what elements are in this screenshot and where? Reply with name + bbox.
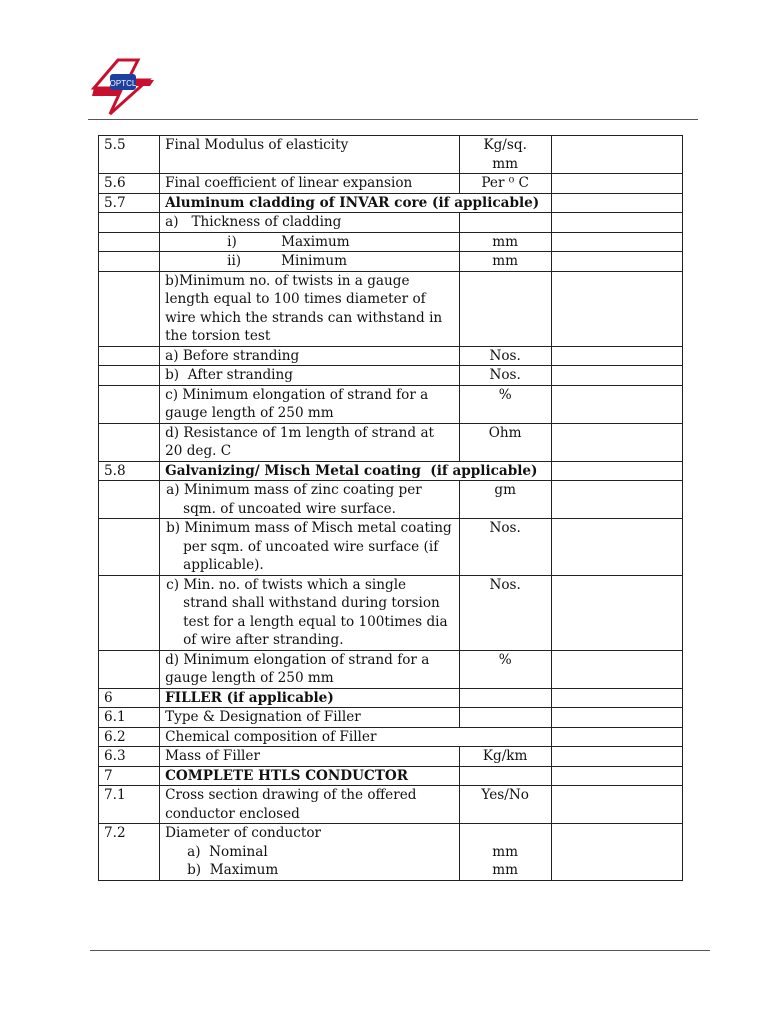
table-row (99, 193, 683, 213)
item-unit (459, 271, 551, 346)
table-row (99, 519, 683, 576)
table-row (99, 271, 683, 346)
item-value (551, 174, 682, 194)
item-unit (459, 688, 551, 708)
item-unit (459, 213, 551, 233)
item-value (551, 136, 682, 174)
section-heading: COMPLETE HTLS CONDUCTOR (160, 766, 460, 786)
item-unit: Kg/sq. mm (459, 136, 551, 174)
item-unit: % (459, 385, 551, 423)
item-description: d) Minimum elongation of strand for a gauge length of 250 mm (160, 650, 460, 688)
item-description: a) Before stranding (160, 346, 460, 366)
item-number: 7 (99, 766, 160, 786)
sub-item-label: Maximum (281, 233, 350, 250)
item-description (160, 824, 460, 881)
section-heading: FILLER (if applicable) (160, 688, 460, 708)
optcl-logo (88, 58, 158, 116)
table-row (99, 824, 683, 881)
table-row (99, 481, 683, 519)
item-unit: Nos. (459, 346, 551, 366)
table-row (99, 136, 683, 174)
item-value (551, 575, 682, 650)
item-number (99, 213, 160, 233)
item-number (99, 519, 160, 576)
item-description: Final coefficient of linear expansion (160, 174, 460, 194)
item-value (551, 461, 682, 481)
item-description: d) Resistance of 1m length of strand at 20 deg. C (160, 423, 460, 461)
item-number: 6 (99, 688, 160, 708)
item-number (99, 650, 160, 688)
table-row (99, 232, 683, 252)
table-row (99, 346, 683, 366)
item-number: 5.8 (99, 461, 160, 481)
item-value (551, 824, 682, 881)
item-unit: Nos. (459, 575, 551, 650)
item-unit: Kg/km (459, 747, 551, 767)
item-number: 7.1 (99, 786, 160, 824)
item-value (551, 747, 682, 767)
sub-item-nominal: a) Nominal (187, 843, 268, 860)
item-unit: % (459, 650, 551, 688)
table-row (99, 174, 683, 194)
item-number (99, 423, 160, 461)
table-row (99, 727, 683, 747)
item-unit: gm (459, 481, 551, 519)
footer-rule (90, 950, 710, 951)
item-description: b) Minimum mass of Misch metal coating per sqm. of uncoated wire surface (if applicable). (160, 519, 460, 576)
item-description (160, 252, 460, 272)
item-unit: mm (459, 232, 551, 252)
item-value (551, 271, 682, 346)
item-unit: Ohm (459, 423, 551, 461)
table-row (99, 423, 683, 461)
item-value (551, 213, 682, 233)
item-number (99, 346, 160, 366)
table-row (99, 786, 683, 824)
table-row (99, 708, 683, 728)
item-unit: Nos. (459, 519, 551, 576)
item-unit (459, 766, 551, 786)
item-unit: Nos. (459, 366, 551, 386)
table-row (99, 461, 683, 481)
item-number: 6.3 (99, 747, 160, 767)
item-description: Type & Designation of Filler (160, 708, 460, 728)
item-value (551, 519, 682, 576)
item-value (551, 727, 682, 747)
table-row (99, 747, 683, 767)
item-number (99, 481, 160, 519)
section-heading: Aluminum cladding of INVAR core (if applicable) (160, 193, 552, 213)
table-row (99, 766, 683, 786)
item-value (551, 650, 682, 688)
item-value (551, 385, 682, 423)
item-description (160, 232, 460, 252)
unit-maximum: mm (492, 862, 519, 878)
item-number (99, 252, 160, 272)
sub-item-maximum: b) Maximum (187, 862, 279, 878)
item-value (551, 708, 682, 728)
item-number (99, 271, 160, 346)
item-label: Diameter of conductor (165, 825, 322, 841)
item-number: 5.5 (99, 136, 160, 174)
item-description: c) Minimum elongation of strand for a gauge length of 250 mm (160, 385, 460, 423)
unit-nominal: mm (492, 843, 519, 860)
item-description: a) Thickness of cladding (160, 213, 460, 233)
item-description: b) After stranding (160, 366, 460, 386)
item-value (551, 688, 682, 708)
item-value (551, 193, 682, 213)
item-value (551, 481, 682, 519)
item-value (551, 766, 682, 786)
item-unit (459, 824, 551, 881)
item-description: c) Min. no. of twists which a single strand shall withstand during torsion test for a length equal to 100times dia of wire after stranding. (160, 575, 460, 650)
item-description: Cross section drawing of the offered conductor enclosed (160, 786, 460, 824)
item-value (551, 786, 682, 824)
item-description: a) Minimum mass of zinc coating per sqm. of uncoated wire surface. (160, 481, 460, 519)
table-row (99, 575, 683, 650)
item-number (99, 366, 160, 386)
item-number: 6.1 (99, 708, 160, 728)
section-heading: Galvanizing/ Misch Metal coating (if applicable) (160, 461, 552, 481)
item-unit: mm (459, 252, 551, 272)
item-value (551, 346, 682, 366)
item-number (99, 575, 160, 650)
table-row (99, 366, 683, 386)
header-rule (88, 119, 698, 120)
item-description: Chemical composition of Filler (160, 727, 552, 747)
specification-table (98, 135, 683, 881)
table-row (99, 252, 683, 272)
item-number: 5.7 (99, 193, 160, 213)
item-value (551, 232, 682, 252)
item-value (551, 252, 682, 272)
item-value (551, 423, 682, 461)
item-unit: Per ⁰ C (459, 174, 551, 194)
table-row (99, 213, 683, 233)
item-number: 5.6 (99, 174, 160, 194)
table-row (99, 650, 683, 688)
item-unit (459, 708, 551, 728)
table-row (99, 688, 683, 708)
item-unit: Yes/No (459, 786, 551, 824)
sub-item-number: i) (227, 233, 237, 250)
sub-item-number: ii) (227, 253, 242, 269)
sub-item-label: Minimum (281, 253, 347, 269)
item-description: Mass of Filler (160, 747, 460, 767)
item-number: 6.2 (99, 727, 160, 747)
item-value (551, 366, 682, 386)
item-description: Final Modulus of elasticity (160, 136, 460, 174)
logo-text: OPTCL (109, 79, 137, 88)
item-number (99, 232, 160, 252)
table-row (99, 385, 683, 423)
item-description: b)Minimum no. of twists in a gauge length equal to 100 times diameter of wire which the strands can withstand in the torsion test (160, 271, 460, 346)
item-number: 7.2 (99, 824, 160, 881)
item-number (99, 385, 160, 423)
